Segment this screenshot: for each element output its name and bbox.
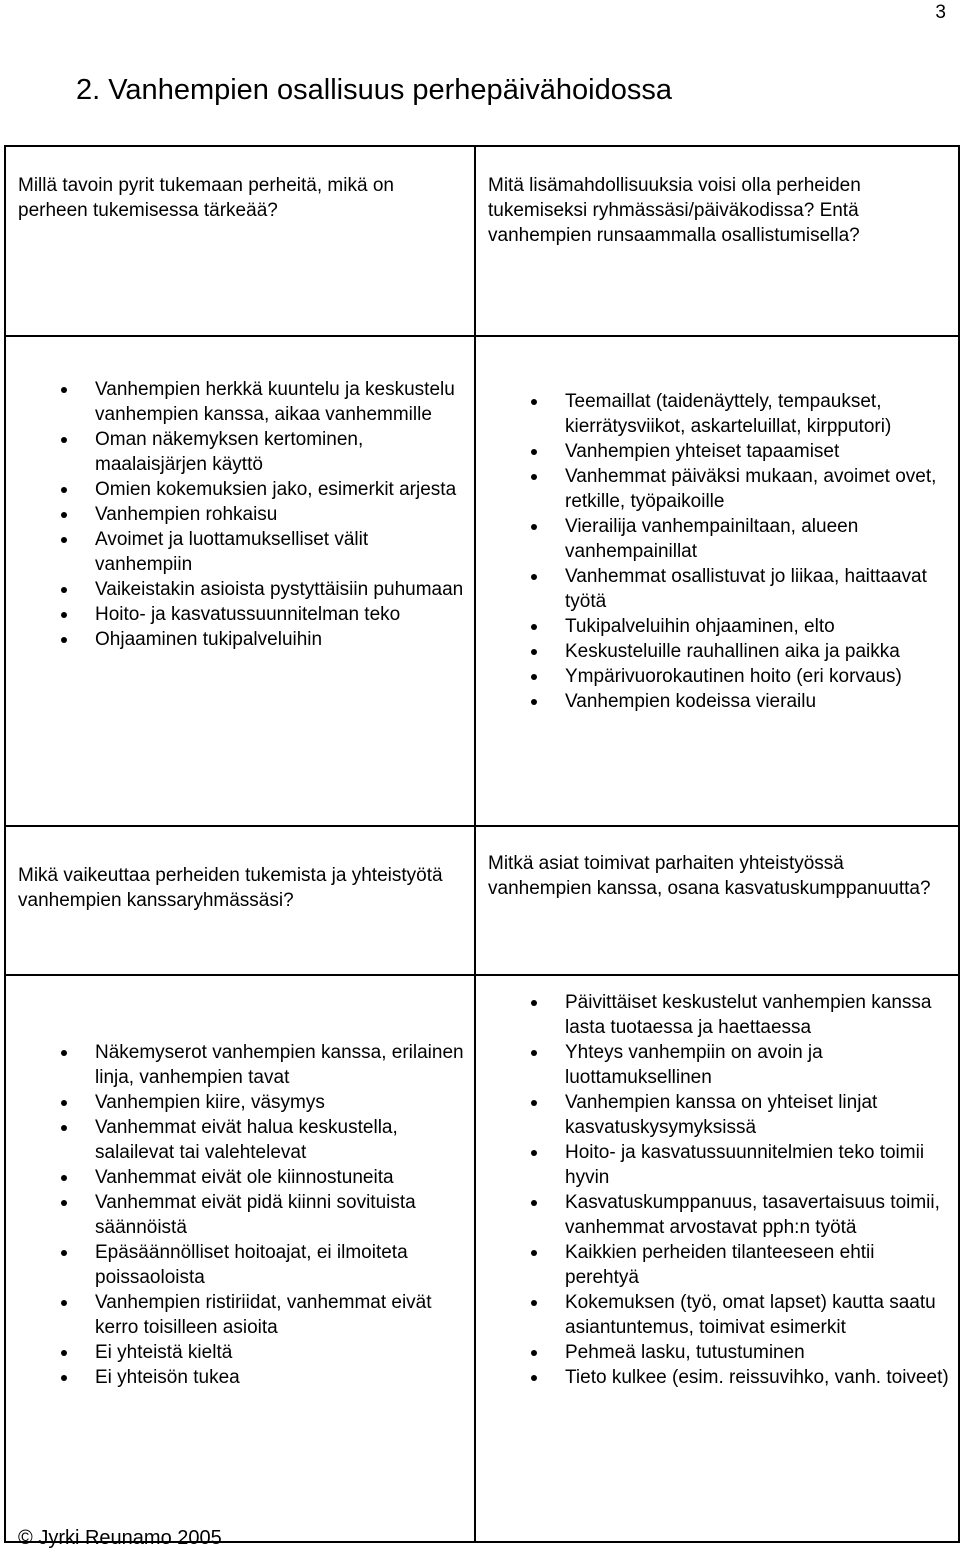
list-item: Omien kokemuksien jako, esimerkit arjesta xyxy=(7,477,473,502)
question-row-2 xyxy=(5,826,959,975)
answer-cell xyxy=(5,336,475,826)
list-item: Yhteys vanhempiin on avoin ja luottamuksellinen xyxy=(477,1040,957,1090)
list-item: Kokemuksen (työ, omat lapset) kautta saatu asiantuntemus, toimivat esimerkit xyxy=(477,1290,957,1340)
list-item: Ympärivuorokautinen hoito (eri korvaus) xyxy=(477,664,957,689)
bullet-list xyxy=(7,1040,473,1390)
list-item: Vanhemmat päiväksi mukaan, avoimet ovet, retkille, työpaikoille xyxy=(477,464,957,514)
list-item: Vaikeistakin asioista pystyttäisiin puhumaan xyxy=(7,577,473,602)
page-title: 2. Vanhempien osallisuus perhepäivähoidossa xyxy=(76,74,672,106)
list-item: Vanhempien herkkä kuuntelu ja keskustelu vanhempien kanssa, aikaa vanhemmille xyxy=(7,377,473,427)
list-item: Kaikkien perheiden tilanteeseen ehtii perehtyä xyxy=(477,1240,957,1290)
footer-text: Jyrki Reunamo 2005 xyxy=(38,1527,222,1549)
list-item: Keskusteluille rauhallinen aika ja paikka xyxy=(477,639,957,664)
list-item: Vanhemmat eivät ole kiinnostuneita xyxy=(7,1165,473,1190)
bullet-list xyxy=(477,389,957,714)
survey-table xyxy=(4,145,960,1543)
list-item: Teemaillat (taidenäyttely, tempaukset, kierrätysviikot, askarteluillat, kirpputori) xyxy=(477,389,957,439)
list-item: Ei yhteisön tukea xyxy=(7,1365,473,1390)
list-item: Vanhempien kanssa on yhteiset linjat kasvatuskysymyksissä xyxy=(477,1090,957,1140)
footer-copyright xyxy=(18,1527,222,1550)
list-item: Tukipalveluihin ohjaaminen, elto xyxy=(477,614,957,639)
question-cell: Millä tavoin pyrit tukemaan perheitä, mikä on perheen tukemisessa tärkeää? xyxy=(5,146,475,336)
bullet-list xyxy=(477,990,957,1390)
question-cell: Mitä lisämahdollisuuksia voisi olla perheiden tukemiseksi ryhmässäsi/päiväkodissa? Entä vanhempien runsaammalla osallistumisella? xyxy=(475,146,959,336)
list-item: Päivittäiset keskustelut vanhempien kanssa lasta tuotaessa ja haettaessa xyxy=(477,990,957,1040)
list-item: Vanhempien kodeissa vierailu xyxy=(477,689,957,714)
list-item: Vanhempien ristiriidat, vanhemmat eivät kerro toisilleen asioita xyxy=(7,1290,473,1340)
answer-row-1 xyxy=(5,336,959,826)
list-item: Vanhemmat osallistuvat jo liikaa, haittaavat työtä xyxy=(477,564,957,614)
copyright-icon: © xyxy=(18,1527,33,1549)
answer-row-2 xyxy=(5,975,959,1542)
list-item: Ei yhteistä kieltä xyxy=(7,1340,473,1365)
list-item: Vanhempien rohkaisu xyxy=(7,502,473,527)
list-item: Kasvatuskumppanuus, tasavertaisuus toimii, vanhemmat arvostavat pph:n työtä xyxy=(477,1190,957,1240)
page-number: 3 xyxy=(935,2,946,23)
list-item: Vanhemmat eivät halua keskustella, salailevat tai valehtelevat xyxy=(7,1115,473,1165)
list-item: Pehmeä lasku, tutustuminen xyxy=(477,1340,957,1365)
list-item: Oman näkemyksen kertominen, maalaisjärjen käyttö xyxy=(7,427,473,477)
answer-cell xyxy=(475,975,959,1542)
bullet-list xyxy=(7,377,473,652)
list-item: Hoito- ja kasvatussuunnitelmien teko toimii hyvin xyxy=(477,1140,957,1190)
list-item: Tieto kulkee (esim. reissuvihko, vanh. toiveet) xyxy=(477,1365,957,1390)
question-row-1 xyxy=(5,146,959,336)
list-item: Vanhempien kiire, väsymys xyxy=(7,1090,473,1115)
question-cell: Mitkä asiat toimivat parhaiten yhteistyössä vanhempien kanssa, osana kasvatuskumppanuutta? xyxy=(475,826,959,975)
list-item: Hoito- ja kasvatussuunnitelman teko xyxy=(7,602,473,627)
list-item: Epäsäännölliset hoitoajat, ei ilmoiteta poissaoloista xyxy=(7,1240,473,1290)
list-item: Avoimet ja luottamukselliset välit vanhempiin xyxy=(7,527,473,577)
list-item: Vanhempien yhteiset tapaamiset xyxy=(477,439,957,464)
answer-cell xyxy=(475,336,959,826)
list-item: Ohjaaminen tukipalveluihin xyxy=(7,627,473,652)
answer-cell xyxy=(5,975,475,1542)
list-item: Vierailija vanhempainiltaan, alueen vanhempainillat xyxy=(477,514,957,564)
list-item: Näkemyserot vanhempien kanssa, erilainen linja, vanhempien tavat xyxy=(7,1040,473,1090)
list-item: Vanhemmat eivät pidä kiinni sovituista säännöistä xyxy=(7,1190,473,1240)
question-cell: Mikä vaikeuttaa perheiden tukemista ja yhteistyötä vanhempien kanssaryhmässäsi? xyxy=(5,826,475,975)
